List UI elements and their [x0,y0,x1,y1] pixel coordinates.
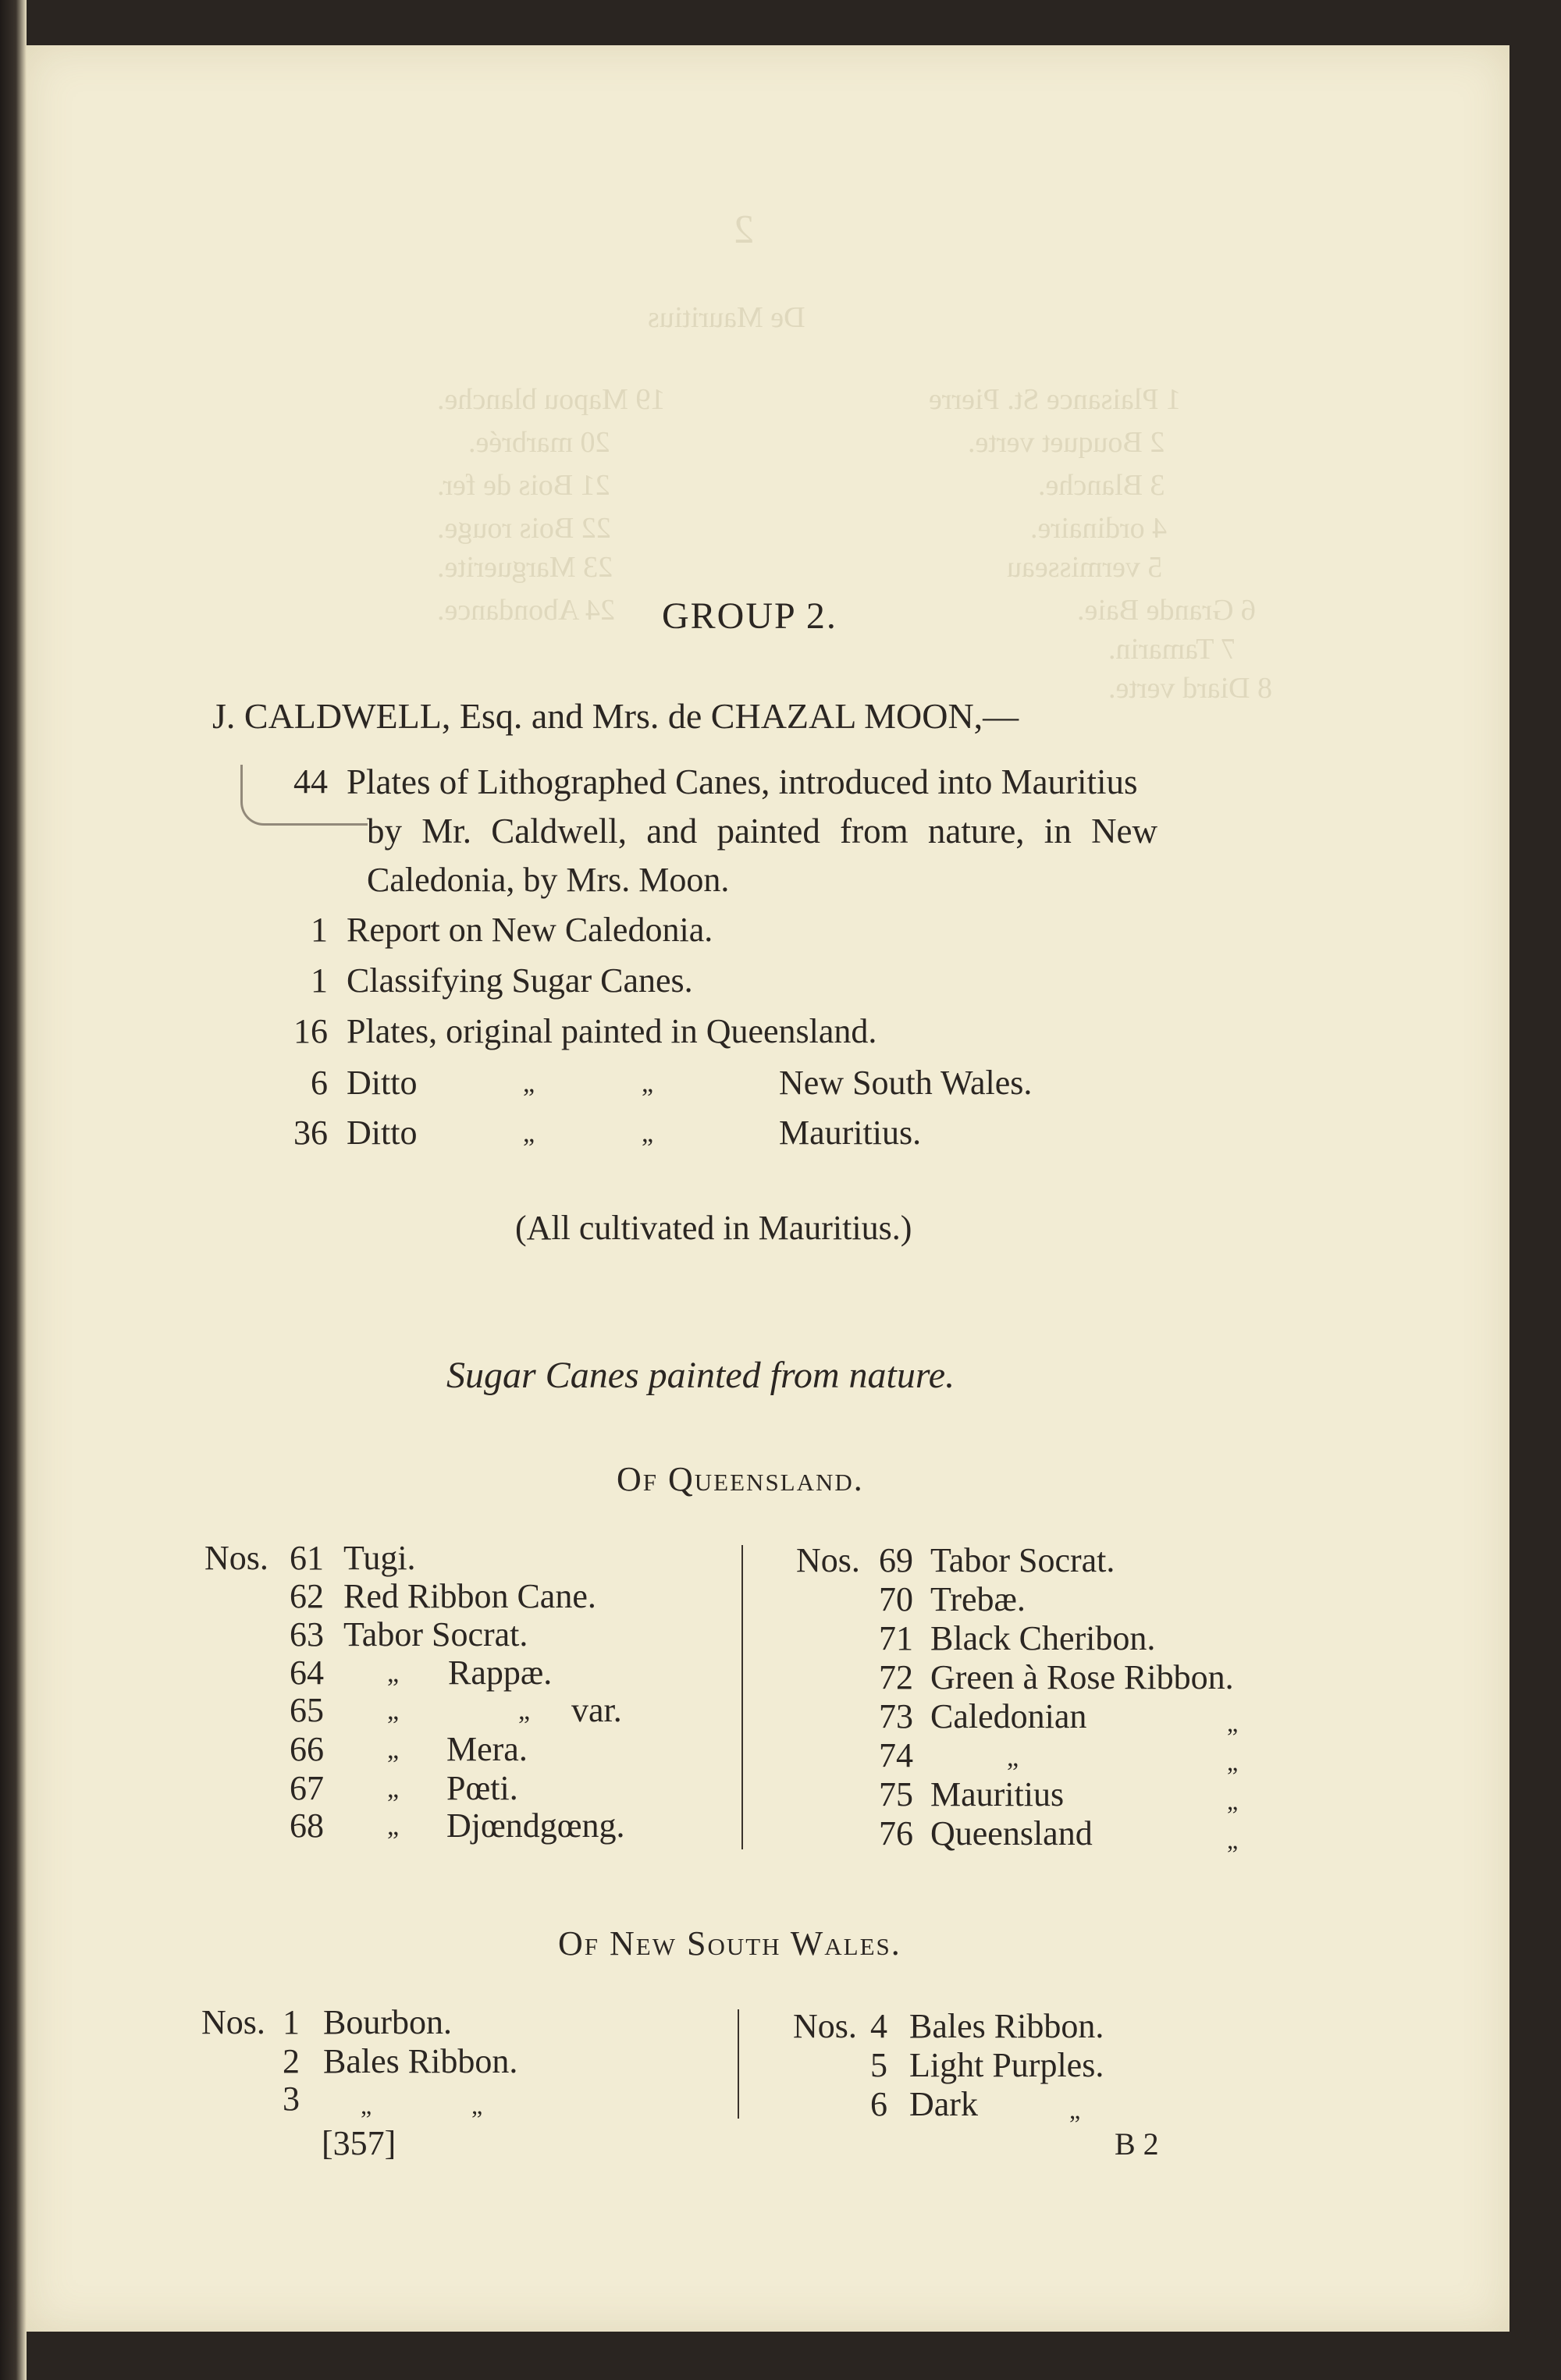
exhibitor-line: J. CALDWELL, Esq. and Mrs. de CHAZAL MOON,— [212,696,1019,736]
cane-name: Bales Ribbon. [909,2007,1104,2045]
cane-name: Rappæ. [448,1654,553,1692]
cane-name: Light Purples. [909,2046,1104,2084]
item-text: Ditto [347,1114,418,1152]
cane-number: 5 [870,2046,887,2084]
signature-mark: [357] [322,2124,396,2162]
bleed-page-number: 2 [734,208,754,252]
cane-number: 69 [879,1541,913,1579]
page-signature: B 2 [1115,2126,1159,2162]
item-place: Mauritius. [779,1114,922,1152]
ditto-mark: „ [1069,2096,1081,2124]
ditto-mark: „ [471,2091,483,2119]
item-qty: 1 [311,911,328,949]
bleed-line: 2 Bouquet verte. [968,426,1165,459]
item-text: Plates, original painted in Queensland. [347,1012,877,1050]
column-divider [741,1545,743,1849]
cane-number: 3 [283,2080,300,2118]
item-text: Report on New Caledonia. [347,911,713,949]
bleed-line: 1 Plaisance St. Pierre [929,383,1181,416]
ditto-mark: „ [642,1119,654,1148]
cane-name: Green à Rose Ribbon. [930,1658,1234,1696]
bleed-line: 7 Tamarin. [1108,633,1236,666]
cane-number: 65 [290,1691,324,1729]
ditto-mark: „ [361,2091,372,2119]
bleed-line: 19 Mapou blanche. [437,383,666,416]
ditto-mark: „ [387,1659,400,1688]
ditto-mark: „ [1007,1743,1019,1772]
bleed-line: 3 Blanche. [1038,469,1165,502]
nos-prefix: Nos. [204,1539,268,1577]
cane-name: var. [571,1691,622,1729]
cane-number: 72 [879,1658,913,1696]
cane-name: Bales Ribbon. [323,2042,518,2080]
ditto-mark: „ [518,1696,531,1725]
cane-name: Djœndgœng. [446,1806,625,1845]
cane-number: 73 [879,1697,913,1735]
ditto-mark: „ [1227,1787,1239,1815]
ditto-mark: „ [387,1696,400,1725]
ditto-mark: „ [1227,1826,1239,1854]
cane-name: Tugi. [343,1539,416,1577]
ditto-mark: „ [387,1774,400,1803]
item-qty: 36 [293,1114,328,1152]
cane-number: 64 [290,1654,324,1692]
cane-name: Mera. [446,1730,528,1768]
ditto-mark: „ [523,1119,535,1148]
cane-name: Queensland [930,1814,1093,1852]
cane-number: 76 [879,1814,913,1852]
cane-name: Trebæ. [930,1580,1026,1618]
cane-number: 62 [290,1577,324,1615]
queensland-heading: Of Queensland. [617,1460,864,1498]
section-heading: Sugar Canes painted from nature. [446,1355,955,1396]
nos-prefix: Nos. [796,1541,860,1579]
cane-name: Pœti. [446,1769,518,1807]
cane-name: Black Cheribon. [930,1619,1156,1657]
cane-number: 63 [290,1615,324,1654]
cane-name: Caledonian [930,1697,1087,1735]
cultivated-note: (All cultivated in Mauritius.) [515,1209,912,1247]
cane-name: Bourbon. [323,2003,452,2041]
page-sheet [27,45,1509,2332]
ditto-mark: „ [387,1812,400,1841]
bleed-line: 4 ordinaire. [1030,512,1168,545]
cane-name: Tabor Socrat. [343,1615,528,1654]
ditto-mark: „ [387,1735,400,1764]
cane-number: 4 [870,2007,887,2045]
cane-number: 2 [283,2042,300,2080]
nsw-heading: Of New South Wales. [558,1924,901,1963]
cane-number: 74 [879,1736,913,1774]
item-text: by Mr. Caldwell, and painted from nature, in New [367,812,1158,851]
item-qty: 16 [293,1012,328,1050]
bleed-line: 6 Grande Baie. [1077,594,1256,627]
cane-number: 6 [870,2085,887,2123]
ditto-mark: „ [1227,1748,1239,1776]
column-divider [738,2009,739,2119]
nos-prefix: Nos. [201,2003,265,2041]
ditto-mark: „ [642,1069,654,1098]
bleed-line: 5 vermisseau [1007,551,1163,584]
group-title: GROUP 2. [662,595,837,637]
cane-number: 68 [290,1806,324,1845]
cane-number: 75 [879,1775,913,1813]
item-place: New South Wales. [779,1064,1033,1102]
item-qty: 44 [293,762,328,801]
cane-name: Mauritius [930,1775,1065,1813]
item-qty: 1 [311,961,328,1000]
cane-number: 67 [290,1769,324,1807]
ditto-mark: „ [1227,1709,1239,1737]
cane-name: Red Ribbon Cane. [343,1577,596,1615]
ditto-mark: „ [523,1069,535,1098]
item-qty: 6 [311,1064,328,1102]
nos-prefix: Nos. [793,2007,857,2045]
bleed-heading: De Mauritius [648,301,805,334]
bleed-line: 24 Abondance. [437,594,615,627]
book-spine-edge [0,0,27,2380]
bleed-line: 22 Bois rouge. [437,512,611,545]
bleed-line: 8 Diard verte. [1108,672,1272,705]
item-text: Ditto [347,1064,418,1102]
bleed-line: 23 Marguerite. [437,551,613,584]
cane-number: 61 [290,1539,324,1577]
cane-number: 66 [290,1730,324,1768]
bleed-line: 21 Bois de fer. [437,469,610,502]
bleed-line: 20 marbrée. [468,426,610,459]
cane-number: 70 [879,1580,913,1618]
cane-number: 71 [879,1619,913,1657]
item-text: Caledonia, by Mrs. Moon. [367,861,730,899]
item-text: Plates of Lithographed Canes, introduced into Mauritius [347,762,1138,801]
cane-name: Dark [909,2085,978,2123]
cane-name: Tabor Socrat. [930,1541,1115,1579]
item-text: Classifying Sugar Canes. [347,961,693,1000]
cane-number: 1 [283,2003,300,2041]
